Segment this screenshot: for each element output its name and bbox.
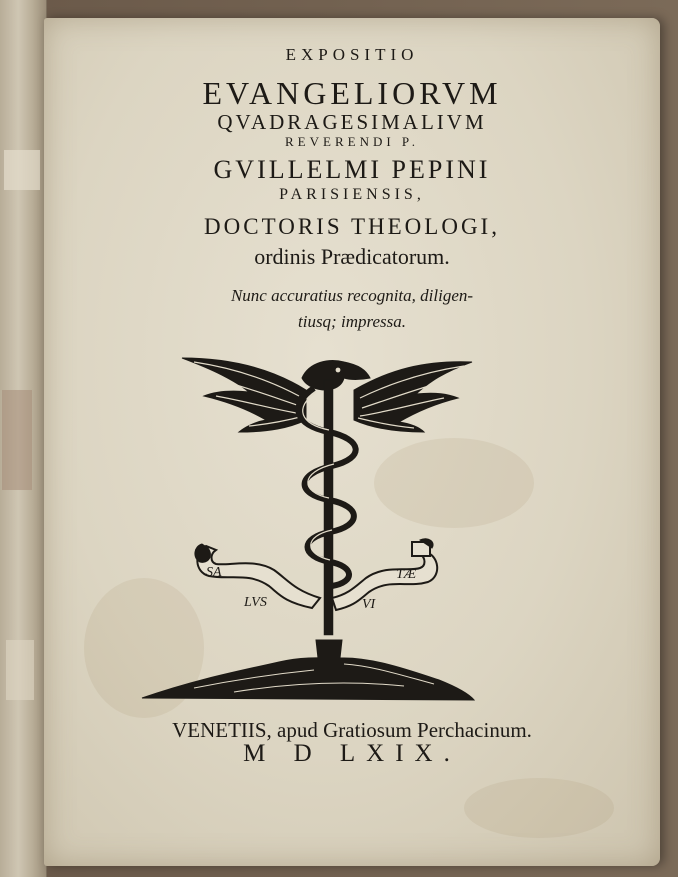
ground-mound-icon bbox=[142, 658, 474, 700]
ribbon-text-tae: TÆ bbox=[396, 567, 417, 582]
author-name-line: GVILLELMI PEPINI bbox=[213, 155, 491, 184]
spine-stain bbox=[2, 390, 32, 490]
imprint-line: VENETIIS, apud Gratiosum Perchacinum. bbox=[172, 718, 532, 742]
ribbon-text-vi: VI bbox=[362, 597, 376, 612]
title-line-reverendi: REVERENDI P. bbox=[285, 134, 419, 149]
title-line-quadragesimalium: QVADRAGESIMALIVM bbox=[217, 110, 487, 134]
serpent-head-icon bbox=[302, 361, 370, 390]
ribbon-text-sa: SA bbox=[206, 565, 222, 580]
author-title-line: DOCTORIS THEOLOGI, bbox=[204, 214, 500, 239]
paper-stain bbox=[464, 778, 614, 838]
edition-note-line-2: tiusq; impressa. bbox=[298, 312, 406, 331]
title-line-evangeliorum: EVANGELIORVM bbox=[202, 75, 502, 111]
spine-tear bbox=[6, 640, 34, 700]
edition-note-line-1: Nunc accuratius recognita, diligen- bbox=[230, 286, 474, 305]
ribbon-text-lus: LVS bbox=[244, 595, 267, 610]
author-order-line: ordinis Prædicatorum. bbox=[254, 244, 450, 269]
printers-device-caduceus-icon bbox=[44, 340, 660, 720]
author-origin-line: PARISIENSIS, bbox=[279, 186, 425, 203]
staff-icon bbox=[324, 380, 333, 635]
date-line: M D LXIX. bbox=[243, 740, 461, 767]
book-spine bbox=[0, 0, 47, 877]
spine-tear bbox=[4, 150, 40, 190]
title-line-expositio: EXPOSITIO bbox=[285, 45, 419, 64]
left-wing-icon bbox=[182, 358, 306, 432]
